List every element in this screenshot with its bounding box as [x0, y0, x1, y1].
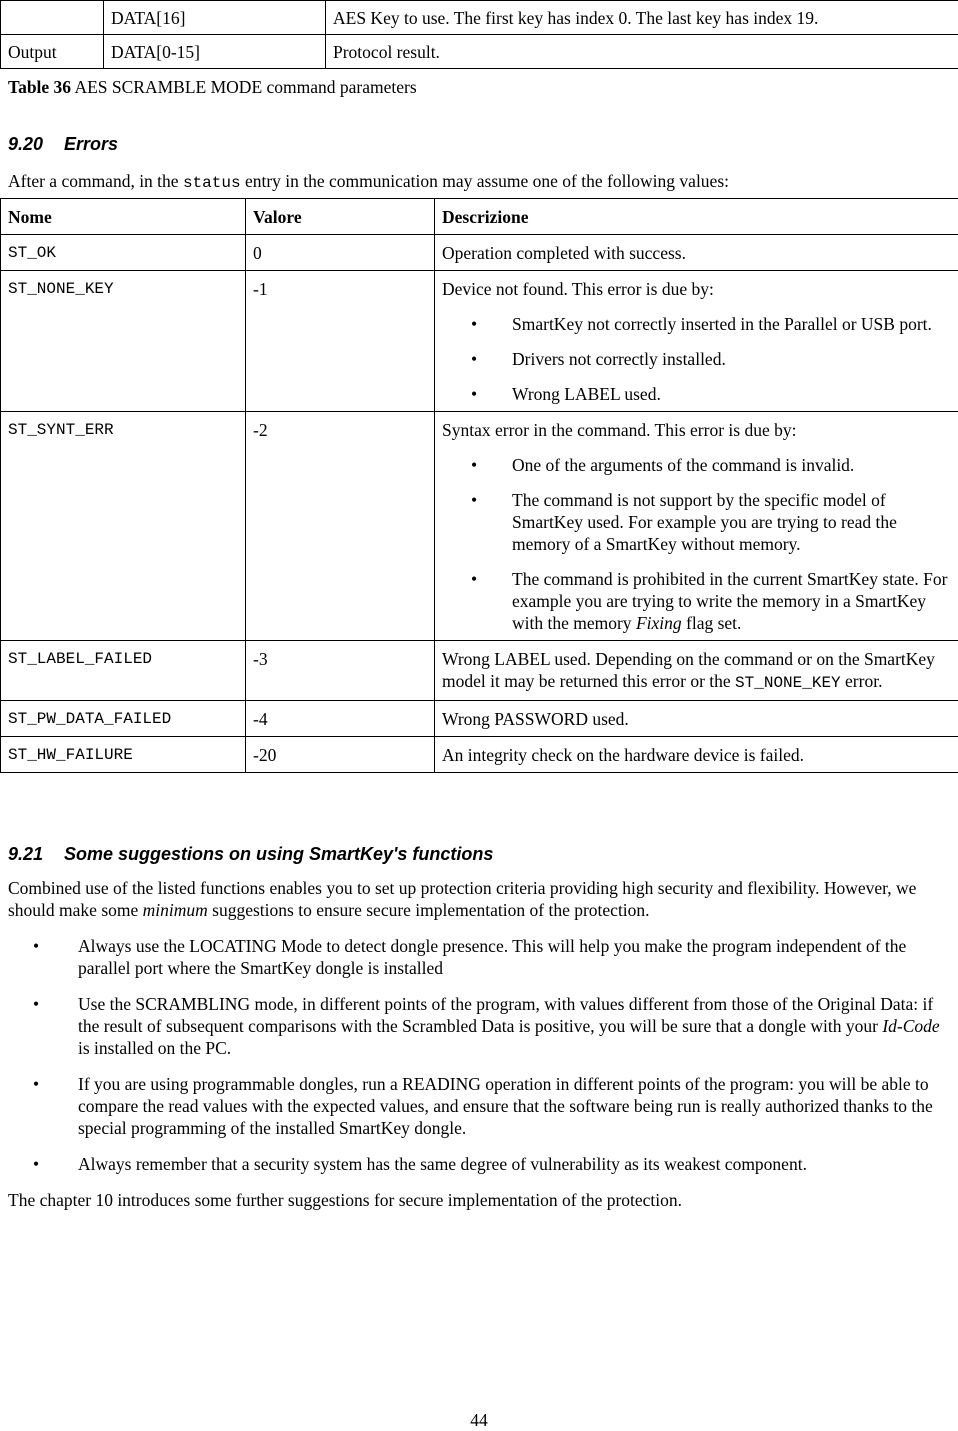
list-item: [0, 1073, 950, 1139]
error-code-ref: ST_NONE_KEY: [735, 674, 841, 692]
error-value: -2: [246, 412, 435, 641]
table-row: [1, 701, 958, 737]
list-item: [442, 568, 951, 634]
list-item-text: If you are using programmable dongles, run a READING operation in different points of the program: you will be able to compare the read values with the expected values, and ensure that the software being run is really authorized thanks to the special programming of the installed SmartKey dongle.: [78, 1074, 933, 1138]
error-desc: Device not found. This error is due by:: [442, 278, 951, 300]
error-desc: An integrity check on the hardware device is failed.: [435, 737, 958, 773]
list-item-text: Wrong LABEL used.: [512, 384, 661, 404]
section-heading-errors: [8, 133, 118, 155]
header-nome: Nome: [1, 199, 246, 235]
list-item: [442, 348, 951, 370]
bullet-icon: •: [471, 454, 477, 476]
section-number: 9.21: [8, 843, 64, 865]
error-name: ST_NONE_KEY: [1, 271, 246, 412]
fixing-flag-text: Fixing: [636, 613, 682, 633]
error-value: -1: [246, 271, 435, 412]
table-cell: DATA[16]: [104, 1, 326, 35]
section-number: 9.20: [8, 133, 64, 155]
table-row: [1, 1, 958, 35]
error-name: ST_PW_DATA_FAILED: [1, 701, 246, 737]
error-causes-list: [442, 454, 951, 634]
error-desc: Wrong LABEL used. Depending on the command or on the SmartKey model it may be returned this error or the: [442, 649, 935, 691]
bullet-icon: •: [33, 1153, 39, 1175]
list-item-text: Use the SCRAMBLING mode, in different points of the program, with values different from those of the Original Data: if the result of subsequent comparisons with the Scrambled Data is positive, you will be sure that a dongle with your: [78, 994, 933, 1036]
section-title: Errors: [64, 134, 118, 154]
bullet-icon: •: [33, 993, 39, 1015]
bullet-icon: •: [33, 935, 39, 957]
error-desc-cell: [435, 641, 958, 701]
error-name: ST_HW_FAILURE: [1, 737, 246, 773]
error-name: ST_OK: [1, 235, 246, 271]
table-cell: Protocol result.: [326, 35, 958, 69]
list-item: [442, 383, 951, 405]
list-item-text: The command is not support by the specific model of SmartKey used. For example you are trying to read the memory of a SmartKey without memory.: [512, 490, 897, 554]
section-heading-suggestions: [8, 843, 493, 865]
list-item: [442, 454, 951, 476]
error-name: ST_LABEL_FAILED: [1, 641, 246, 701]
bullet-icon: •: [471, 348, 477, 370]
closing-paragraph: The chapter 10 introduces some further suggestions for secure implementation of the protection.: [8, 1189, 948, 1211]
errors-table: [0, 198, 958, 773]
error-value: -3: [246, 641, 435, 701]
list-item: [442, 313, 951, 335]
bullet-icon: •: [33, 1073, 39, 1095]
error-causes-list: [442, 313, 951, 405]
list-item-text: Drivers not correctly installed.: [512, 349, 726, 369]
table-cell: [1, 1, 104, 35]
list-item-text-end: is installed on the PC.: [78, 1038, 231, 1058]
table-caption: [8, 76, 417, 98]
error-value: 0: [246, 235, 435, 271]
caption-text: AES SCRAMBLE MODE command parameters: [71, 77, 417, 97]
table-cell: Output: [1, 35, 104, 69]
paragraph-text: Combined use of the listed functions enables you to set up protection criteria providing high security and flexibility. However, we should make some: [8, 878, 916, 920]
list-item-text: One of the arguments of the command is invalid.: [512, 455, 854, 475]
table-cell: DATA[0-15]: [104, 35, 326, 69]
header-valore: Valore: [246, 199, 435, 235]
intro-text-end: entry in the communication may assume one of the following values:: [241, 171, 729, 191]
table-row: [1, 271, 958, 412]
errors-intro: [8, 170, 948, 194]
bullet-icon: •: [471, 383, 477, 405]
paragraph-text-end: suggestions to ensure secure implementation of the protection.: [208, 900, 650, 920]
list-item: [442, 489, 951, 555]
intro-text: After a command, in the: [8, 171, 183, 191]
error-desc-cell: [435, 271, 958, 412]
error-value: -4: [246, 701, 435, 737]
error-desc: Operation completed with success.: [435, 235, 958, 271]
list-item-text: SmartKey not correctly inserted in the Parallel or USB port.: [512, 314, 932, 334]
error-desc-end: error.: [841, 671, 883, 691]
emphasis-id-code: Id-Code: [882, 1016, 939, 1036]
table-cell: AES Key to use. The first key has index 0. The last key has index 19.: [326, 1, 958, 35]
table-row: [1, 641, 958, 701]
status-code: status: [183, 174, 241, 192]
bullet-icon: •: [471, 313, 477, 335]
list-item: [0, 1153, 950, 1175]
aes-params-table: [0, 0, 958, 69]
error-name: ST_SYNT_ERR: [1, 412, 246, 641]
error-desc-cell: [435, 412, 958, 641]
bullet-icon: •: [471, 568, 477, 590]
table-row: [1, 412, 958, 641]
suggestions-list: [0, 935, 950, 1189]
suggestions-intro: [8, 877, 948, 921]
list-item-text: Always use the LOCATING Mode to detect dongle presence. This will help you make the program independent of the parallel port where the SmartKey dongle is installed: [78, 936, 906, 978]
emphasis-minimum: minimum: [143, 900, 208, 920]
error-desc: Wrong PASSWORD used.: [435, 701, 958, 737]
list-item-text: The command is prohibited in the current SmartKey state. For example you are trying to write the memory in a SmartKey with the memory: [512, 569, 947, 633]
table-header-row: [1, 199, 958, 235]
list-item: [0, 935, 950, 979]
table-row: [1, 235, 958, 271]
header-descrizione: Descrizione: [435, 199, 958, 235]
list-item-text: Always remember that a security system has the same degree of vulnerability as its weakest component.: [78, 1154, 807, 1174]
table-row: [1, 35, 958, 69]
list-item: [0, 993, 950, 1059]
error-desc: Syntax error in the command. This error is due by:: [442, 419, 951, 441]
caption-label: Table 36: [8, 77, 71, 97]
list-item-text-end: flag set.: [682, 613, 742, 633]
page-number: 44: [0, 1409, 958, 1431]
section-title: Some suggestions on using SmartKey's functions: [64, 844, 493, 864]
table-row: [1, 737, 958, 773]
bullet-icon: •: [471, 489, 477, 511]
error-value: -20: [246, 737, 435, 773]
